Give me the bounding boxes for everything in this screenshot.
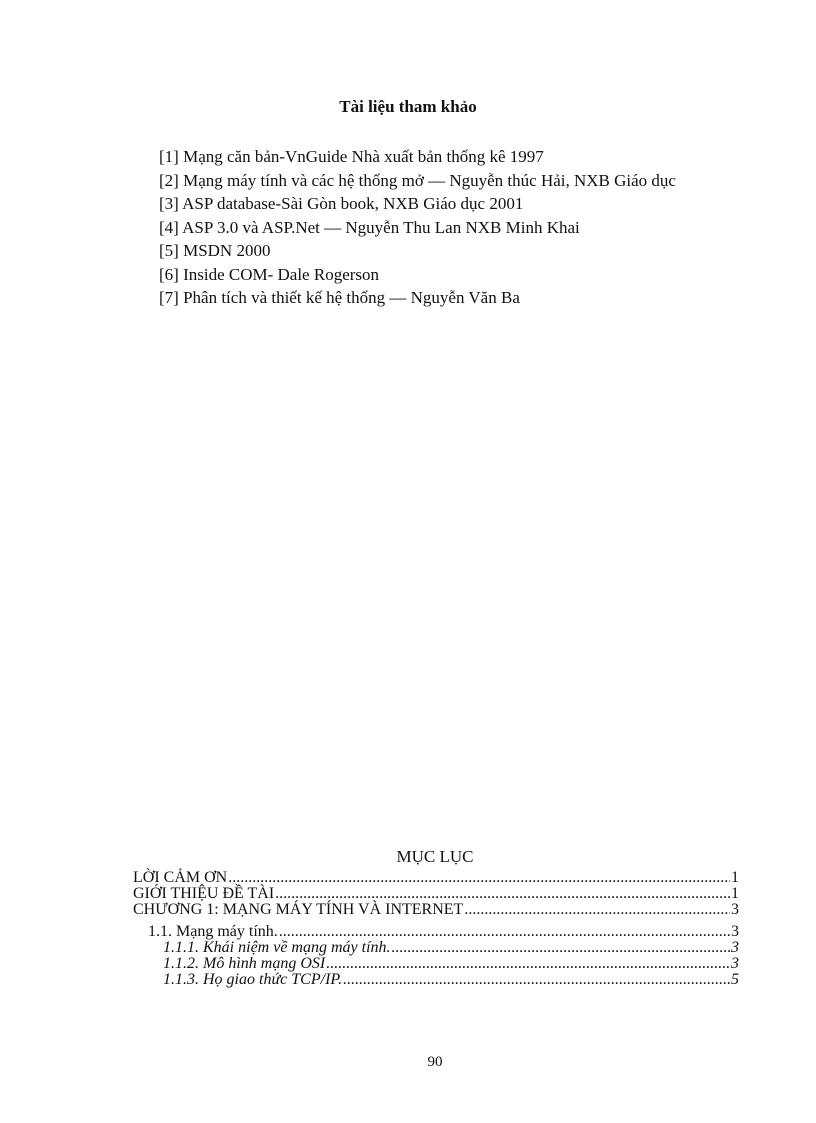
toc-leader-dots	[392, 940, 730, 956]
toc-entry[interactable]	[133, 924, 739, 940]
toc-entry-page: 3	[731, 955, 739, 972]
toc-entry-title: 1.1. Mạng máy tính.	[148, 923, 278, 940]
references-list	[159, 145, 779, 310]
reference-item: [1] Mạng căn bản-VnGuide Nhà xuất bản thống kê 1997	[159, 147, 544, 166]
toc-leader-dots	[343, 972, 730, 988]
toc-entry-page: 1	[731, 885, 739, 902]
toc-entry-page: 5	[731, 971, 739, 988]
toc-heading: MỤC LỤC	[396, 847, 474, 866]
toc-entry-title: LỜI CẢM ƠN	[133, 869, 228, 886]
toc-leader-dots	[279, 924, 730, 940]
toc-entry-title: CHƯƠNG 1: MẠNG MÁY TÍNH VÀ INTERNET	[133, 901, 464, 918]
toc-entry-page: 3	[731, 939, 739, 956]
toc-entry-title: 1.1.1. Khái niệm về mạng máy tính.	[163, 939, 391, 956]
toc-entry[interactable]	[133, 886, 739, 902]
toc-leader-dots	[326, 956, 730, 972]
reference-item: [2] Mạng máy tính và các hệ thống mở — Nguyễn thúc Hải, NXB Giáo dục	[159, 170, 676, 190]
toc-entry-title: 1.1.2. Mô hình mạng OSI	[163, 955, 326, 972]
page-number: 90	[427, 1054, 443, 1070]
toc-entry[interactable]	[133, 902, 739, 918]
toc-leader-dots	[464, 902, 730, 918]
reference-item: [5] MSDN 2000	[159, 241, 271, 260]
toc-entry-page: 3	[731, 901, 739, 918]
reference-item: [4] ASP 3.0 và ASP.Net — Nguyễn Thu Lan NXB Minh Khai	[159, 217, 580, 237]
reference-item: [6] Inside COM- Dale Rogerson	[159, 264, 380, 284]
toc-leader-dots	[275, 886, 730, 902]
reference-item: [3] ASP database-Sài Gòn book, NXB Giáo dục 2001	[159, 194, 524, 213]
references-title: Tài liệu tham khảo	[339, 97, 477, 116]
toc-entry-title: 1.1.3. Họ giao thức TCP/IP.	[163, 971, 343, 988]
toc-entry[interactable]	[133, 956, 739, 972]
table-of-contents	[133, 870, 739, 988]
toc-entry-page: 3	[731, 923, 739, 940]
toc-entry[interactable]	[133, 972, 739, 988]
toc-leader-dots	[228, 870, 730, 886]
toc-entry[interactable]	[133, 940, 739, 956]
toc-entry-title: GIỚI THIỆU ĐỀ TÀI	[133, 885, 275, 902]
toc-entry[interactable]	[133, 870, 739, 886]
reference-item: [7] Phân tích và thiết kế hệ thống — Nguyễn Văn Ba	[159, 288, 520, 307]
toc-entry-page: 1	[731, 869, 739, 886]
